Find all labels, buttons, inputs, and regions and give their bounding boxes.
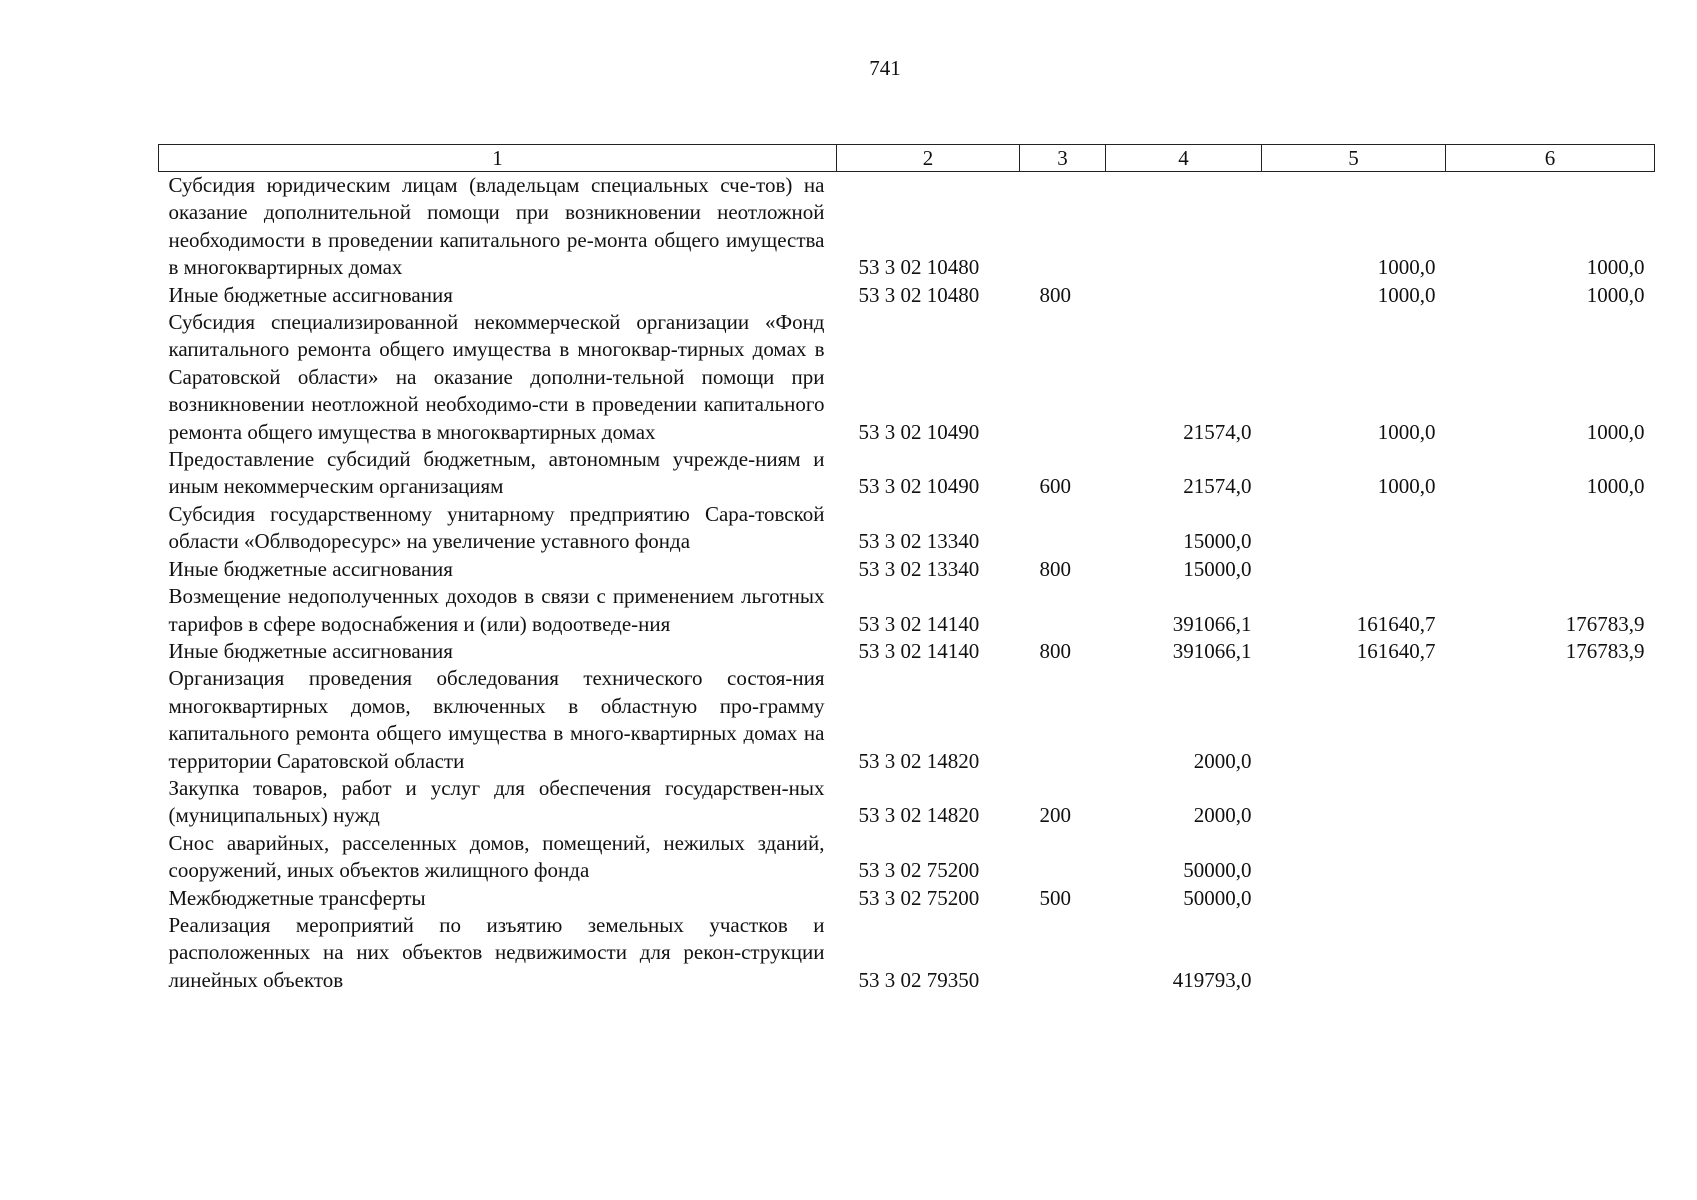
table-row xyxy=(159,885,1655,912)
row-value-col5 xyxy=(1262,830,1446,885)
row-code: 53 3 02 14140 xyxy=(858,638,980,663)
row-expense-type: 500 xyxy=(1039,885,1071,910)
row-name: Иные бюджетные ассигнования xyxy=(168,282,453,307)
row-value-col6 xyxy=(1446,665,1655,775)
table-row xyxy=(159,665,1655,775)
row-name: Иные бюджетные ассигнования xyxy=(168,556,453,581)
row-value-col4: 2000,0 xyxy=(1193,748,1252,773)
row-value-col6: 1000,0 xyxy=(1586,255,1645,280)
table-row xyxy=(159,309,1655,446)
header-col-4: 4 xyxy=(1106,145,1262,172)
row-value-col6 xyxy=(1446,830,1655,885)
row-code: 53 3 02 10490 xyxy=(858,474,980,499)
row-value-col6 xyxy=(1446,775,1655,830)
row-expense-type: 800 xyxy=(1039,282,1071,307)
table-row xyxy=(159,282,1655,309)
budget-table xyxy=(158,144,1655,994)
table-row xyxy=(159,775,1655,830)
row-value-col5 xyxy=(1262,912,1446,994)
row-expense-type xyxy=(1020,501,1106,556)
row-value-col5: 1000,0 xyxy=(1377,282,1436,307)
row-name: Межбюджетные трансферты xyxy=(168,885,426,910)
header-col-6: 6 xyxy=(1446,145,1655,172)
row-name: Субсидия юридическим лицам (владельцам специальных сче-тов) на оказание дополнительной помощи при возникновении неотложной необходимости в проведении капитального ре-монта общего имущества в многоквартирных домах xyxy=(168,173,825,280)
table-row xyxy=(159,912,1655,994)
row-code: 53 3 02 10480 xyxy=(858,255,980,280)
row-value-col5: 1000,0 xyxy=(1377,474,1436,499)
row-expense-type: 200 xyxy=(1039,803,1071,828)
table-row xyxy=(159,556,1655,583)
table-row xyxy=(159,830,1655,885)
row-expense-type xyxy=(1020,583,1106,638)
row-name: Иные бюджетные ассигнования xyxy=(168,638,453,663)
header-col-1: 1 xyxy=(159,145,837,172)
row-code: 53 3 02 10480 xyxy=(858,282,980,307)
row-value-col4 xyxy=(1106,172,1262,282)
table-row xyxy=(159,446,1655,501)
row-value-col5 xyxy=(1262,665,1446,775)
row-name: Субсидия специализированной некоммерческой организации «Фонд капитального ремонта общего имущества в многоквар-тирных домах в Саратовской области» на оказание дополни-тельной помощи при возникновении неотложной необходимо-сти в проведении капитального ремонта общего имущества в многоквартирных домах xyxy=(168,310,825,444)
row-code: 53 3 02 13340 xyxy=(858,529,980,554)
row-name: Возмещение недополученных доходов в связи с применением льготных тарифов в сфере водоснабжения и (или) водоотведе-ния xyxy=(168,584,825,636)
row-name: Предоставление субсидий бюджетным, автономным учрежде-ниям и иным некоммерческим организациям xyxy=(168,447,825,499)
row-code: 53 3 02 14140 xyxy=(858,611,980,636)
table-header-row xyxy=(159,145,1655,172)
row-value-col5 xyxy=(1262,556,1446,583)
row-code: 53 3 02 13340 xyxy=(858,556,980,581)
row-expense-type xyxy=(1020,912,1106,994)
row-value-col5: 161640,7 xyxy=(1356,611,1436,636)
row-code: 53 3 02 10490 xyxy=(858,419,980,444)
row-value-col5 xyxy=(1262,885,1446,912)
row-expense-type xyxy=(1020,172,1106,282)
row-value-col4: 2000,0 xyxy=(1193,803,1252,828)
row-value-col5: 161640,7 xyxy=(1356,638,1436,663)
row-value-col4: 21574,0 xyxy=(1183,419,1252,444)
row-expense-type xyxy=(1020,665,1106,775)
row-code: 53 3 02 14820 xyxy=(858,748,980,773)
row-code: 53 3 02 75200 xyxy=(858,858,980,883)
table-body xyxy=(159,172,1655,995)
row-code: 53 3 02 75200 xyxy=(858,885,980,910)
row-value-col6: 1000,0 xyxy=(1586,282,1645,307)
row-value-col4: 15000,0 xyxy=(1183,529,1252,554)
row-value-col6 xyxy=(1446,556,1655,583)
row-value-col4 xyxy=(1106,282,1262,309)
row-value-col6: 1000,0 xyxy=(1586,474,1645,499)
header-col-2: 2 xyxy=(837,145,1020,172)
row-value-col6 xyxy=(1446,912,1655,994)
row-name: Субсидия государственному унитарному предприятию Сара-товской области «Облводоресурс» на увеличение уставного фонда xyxy=(168,501,825,554)
row-expense-type xyxy=(1020,309,1106,446)
table-row xyxy=(159,501,1655,556)
row-code: 53 3 02 79350 xyxy=(858,967,980,992)
row-name: Реализация мероприятий по изъятию земельных участков и расположенных на них объектов недвижимости для рекон-струкции линейных объектов xyxy=(168,912,825,992)
row-value-col6: 176783,9 xyxy=(1565,611,1645,636)
row-value-col5: 1000,0 xyxy=(1377,419,1436,444)
table-row xyxy=(159,638,1655,665)
row-code: 53 3 02 14820 xyxy=(858,803,980,828)
row-expense-type: 800 xyxy=(1039,638,1071,663)
row-value-col4: 15000,0 xyxy=(1183,556,1252,581)
header-col-3: 3 xyxy=(1020,145,1106,172)
row-value-col6 xyxy=(1446,501,1655,556)
table-row xyxy=(159,583,1655,638)
row-value-col6 xyxy=(1446,885,1655,912)
row-expense-type: 600 xyxy=(1039,474,1071,499)
row-name: Снос аварийных, расселенных домов, помещений, нежилых зданий, сооружений, иных объектов жилищного фонда xyxy=(168,830,825,883)
row-value-col4: 21574,0 xyxy=(1183,474,1252,499)
row-value-col4: 50000,0 xyxy=(1183,885,1252,910)
row-expense-type xyxy=(1020,830,1106,885)
row-value-col6: 176783,9 xyxy=(1565,638,1645,663)
row-value-col5 xyxy=(1262,501,1446,556)
row-value-col4: 391066,1 xyxy=(1172,638,1252,663)
table-row xyxy=(159,172,1655,282)
row-value-col6: 1000,0 xyxy=(1586,419,1645,444)
row-name: Закупка товаров, работ и услуг для обеспечения государствен-ных (муниципальных) нужд xyxy=(168,775,825,828)
row-value-col5 xyxy=(1262,775,1446,830)
row-expense-type: 800 xyxy=(1039,556,1071,581)
row-name: Организация проведения обследования технического состоя-ния многоквартирных домов, включенных в областную про-грамму капитального ремонта общего имущества в много-квартирных домах на территории Саратовской области xyxy=(168,666,825,773)
row-value-col4: 419793,0 xyxy=(1172,967,1252,992)
row-value-col5: 1000,0 xyxy=(1377,255,1436,280)
page-number: 741 xyxy=(869,56,901,80)
row-value-col4: 391066,1 xyxy=(1172,611,1252,636)
header-col-5: 5 xyxy=(1262,145,1446,172)
row-value-col4: 50000,0 xyxy=(1183,858,1252,883)
